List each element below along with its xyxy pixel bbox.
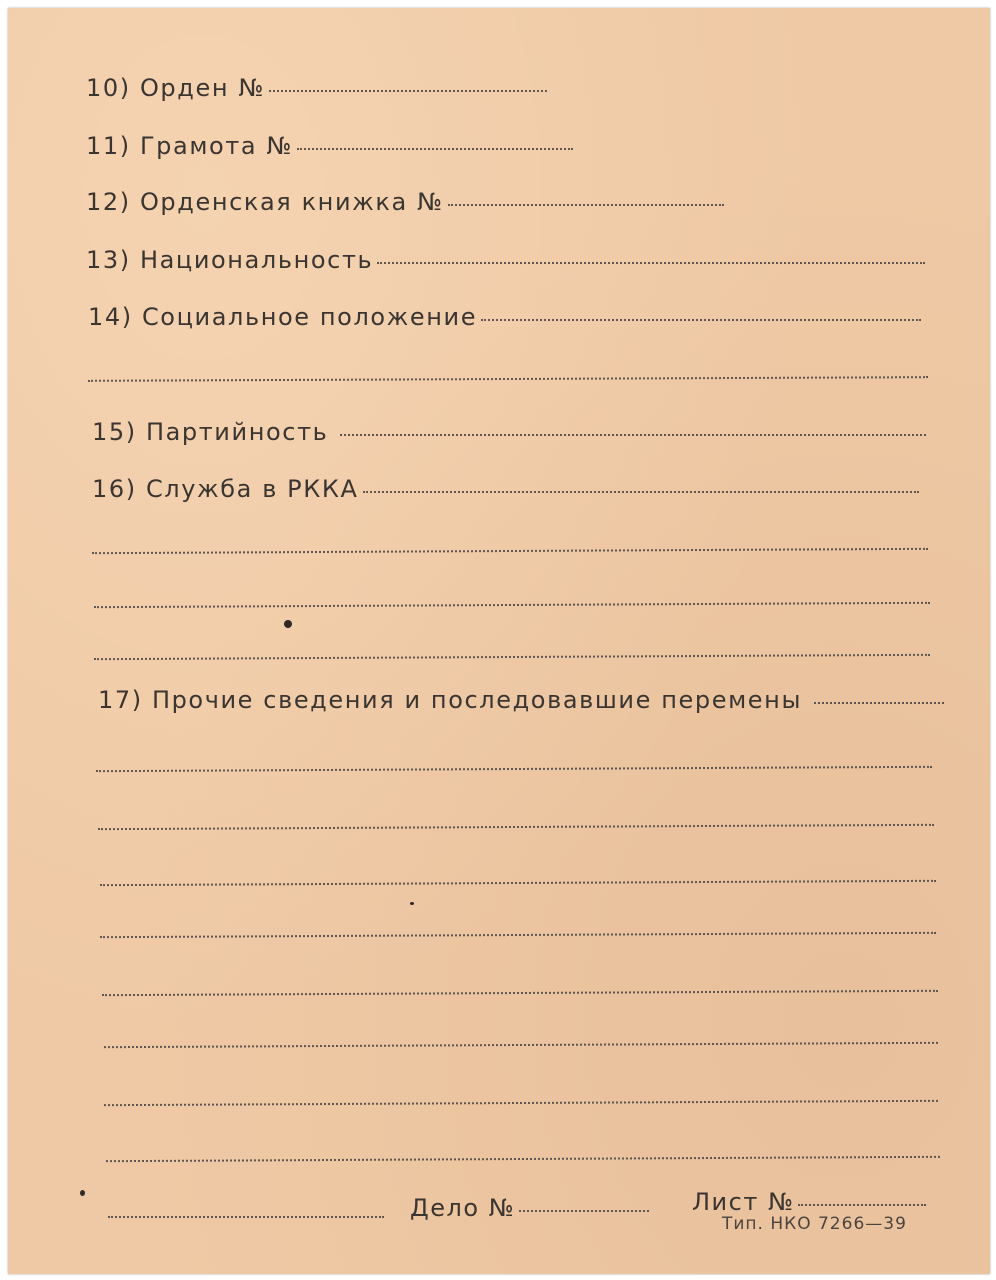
field-party-num: 15) [92,418,137,446]
footer-case-blank[interactable] [519,1210,649,1212]
field-order-book-label: Орденская книжка № [139,188,444,216]
field-order-num: 10) [86,74,131,102]
field-rkka-service-line-2[interactable] [94,602,930,608]
ink-speck [284,620,292,628]
field-order-book [86,188,724,216]
field-certificate [86,132,573,160]
field-rkka-service-label: Служба в РККА [145,475,359,503]
footer-signature-line[interactable] [108,1216,384,1218]
footer-sheet-blank[interactable] [798,1204,926,1206]
footer-case [410,1194,649,1222]
ink-speck [410,902,414,905]
field-party [92,418,926,446]
field-certificate-num: 11) [86,132,131,160]
field-rkka-service [92,475,919,503]
field-social-status-num: 14) [88,303,133,331]
field-other-info-blank[interactable] [814,702,944,704]
footer-sheet [692,1188,926,1216]
field-party-blank[interactable] [340,434,926,436]
field-nationality [86,246,925,274]
form-sheet [8,8,990,1274]
field-social-status [88,303,921,331]
field-rkka-service-blank[interactable] [363,491,919,493]
print-mark: Тип. НКО 7266—39 [722,1214,907,1234]
field-other-info-line-3[interactable] [100,880,936,886]
field-order-book-num: 12) [86,188,131,216]
footer-sheet-label: Лист № [692,1188,795,1216]
field-order-blank[interactable] [269,90,547,92]
field-other-info [98,686,944,714]
field-nationality-blank[interactable] [377,262,925,264]
field-rkka-service-line-3[interactable] [94,654,930,660]
field-other-info-line-1[interactable] [96,766,932,772]
field-nationality-label: Национальность [139,246,374,274]
field-social-status-label: Социальное положение [141,303,478,331]
field-order-label: Орден № [139,74,265,102]
ink-speck [80,1190,85,1196]
field-other-info-line-2[interactable] [98,824,934,830]
field-other-info-line-6[interactable] [104,1042,938,1048]
field-certificate-blank[interactable] [297,148,573,150]
field-other-info-line-5[interactable] [102,990,938,996]
field-party-label: Партийность [145,418,329,446]
field-other-info-line-4[interactable] [100,932,936,938]
field-rkka-service-line-1[interactable] [92,548,928,554]
field-order [86,74,547,102]
field-social-status-extra-line[interactable] [88,376,928,382]
field-other-info-line-8[interactable] [106,1156,940,1162]
field-social-status-blank[interactable] [481,319,921,321]
field-other-info-num: 17) [98,686,143,714]
footer-case-label: Дело № [410,1194,516,1222]
field-other-info-line-7[interactable] [104,1100,938,1106]
field-other-info-label: Прочие сведения и последовавшие перемены [151,686,802,714]
field-nationality-num: 13) [86,246,131,274]
field-rkka-service-num: 16) [92,475,137,503]
field-certificate-label: Грамота № [139,132,293,160]
field-order-book-blank[interactable] [448,204,724,206]
